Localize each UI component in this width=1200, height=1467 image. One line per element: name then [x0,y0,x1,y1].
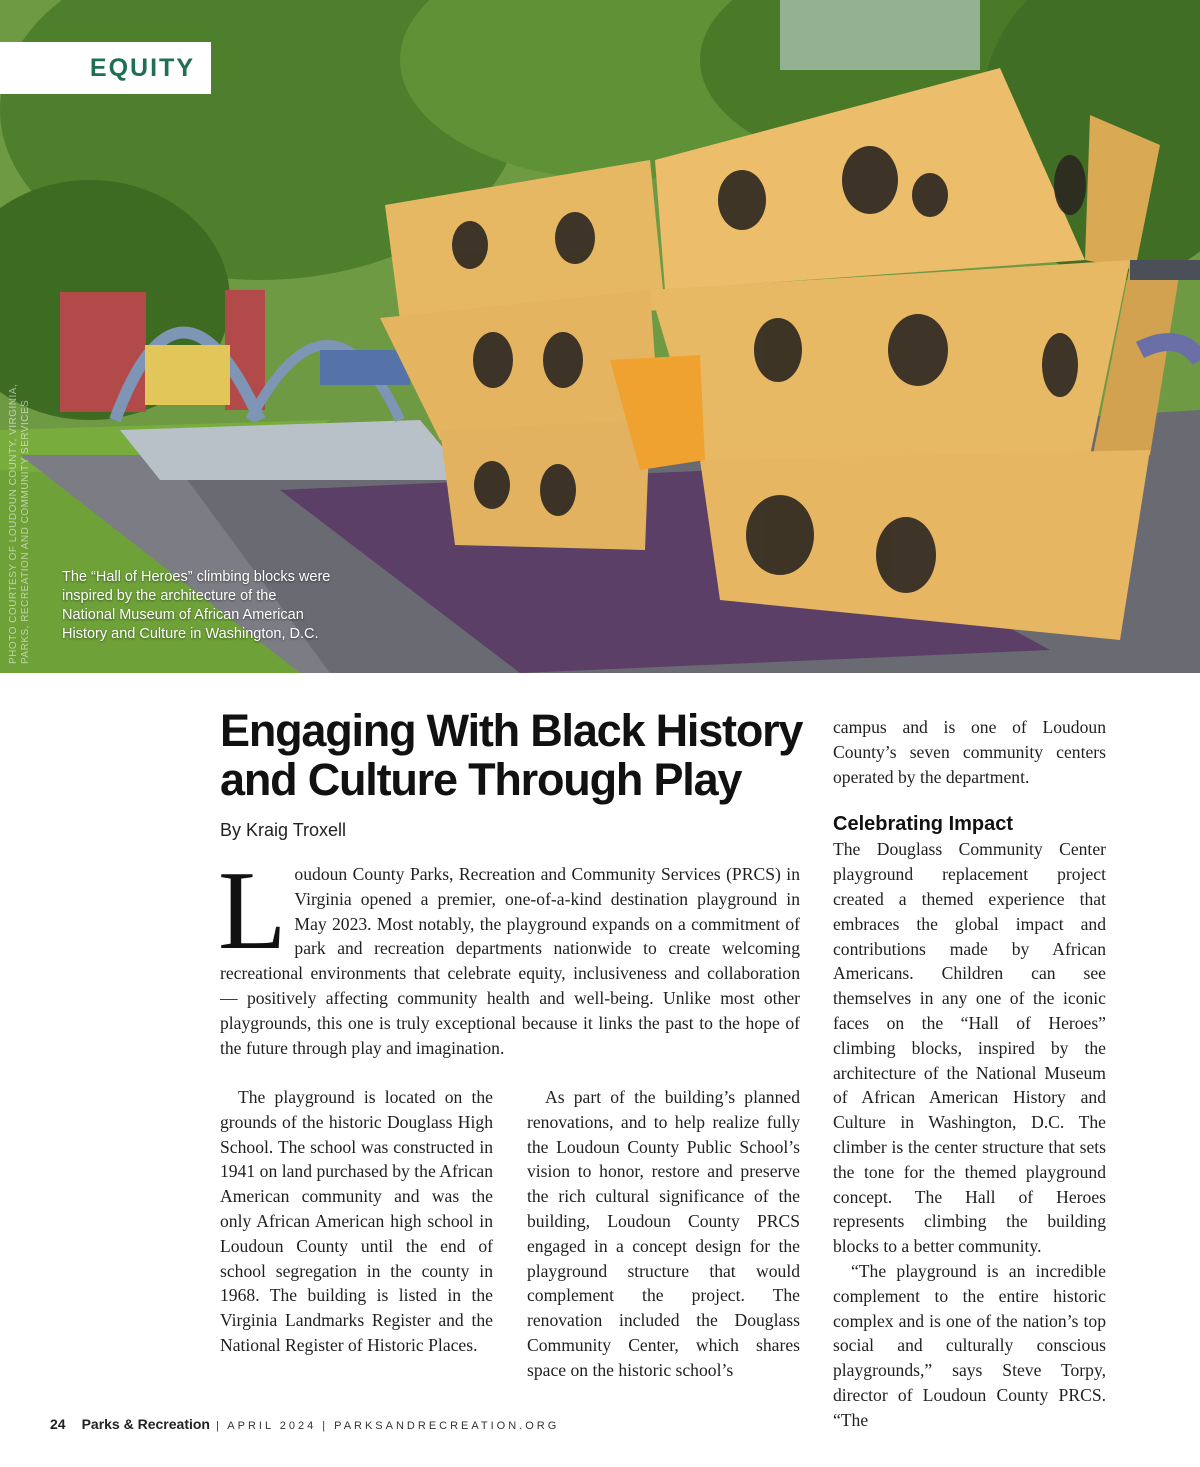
column-3 [833,715,1106,1433]
photo-credit: PHOTO COURTESY OF LOUDOUN COUNTY, VIRGINIA, PARKS, RECREATION AND COMMUNITY SERVICES [8,383,31,664]
photo-caption: The “Hall of Heroes” climbing blocks were inspired by the architecture of the National Museum of African American History and Culture in Washington, D.C. [62,569,331,642]
magazine-name: Parks & Recreation [81,1416,210,1432]
page-footer [50,1416,559,1432]
lead-text: oudoun County Parks, Recreation and Community Services (PRCS) in Virginia opened a premier, one-of-a-kind destination playground in May 2023. Most notably, the playground expands on a commitment of park and recreation departments nationwide to create welcoming recreational environments that celebrate equity, inclusiveness and collaboration — positively affecting community health and well-being. Unlike most other playgrounds, this one is truly exceptional because it links the past to the hope of the future through play and imagination. [220,864,800,1058]
body-paragraph: The playground is located on the grounds of the historic Douglass High School. The school was constructed in 1941 on land purchased by the African American community and was the only African American high school in Loudoun County until the end of school segregation in the county in 1968. The building is listed in the Virginia Landmarks Register and the National Register of Historic Places. [220,1087,493,1355]
body-paragraph: “The playground is an incredible complement to the entire historic complex and is one of the nation’s top social and culturally conscious playgrounds,” says Steve Torpy, director of Loudoun County PRCS. “The [833,1260,1106,1430]
article-byline: By Kraig Troxell [220,820,347,840]
body-paragraph-continued: campus and is one of Loudoun County’s seven community centers operated by the department. [833,717,1106,787]
issue-info: | APRIL 2024 | PARKSANDRECREATION.ORG [215,1420,560,1432]
body-paragraph: The Douglass Community Center playground replacement project created a themed experience that embraces the global impact and contributions made by African Americans. Children can see themselves in any one of the iconic faces on the “Hall of Heroes” climbing blocks, inspired by the architecture of the National Museum of African American History and Culture in Washington, D.C. The climber is the center structure that sets the tone for the themed playground concept. The Hall of Heroes represents climbing the building blocks to a better community. [833,839,1106,1257]
lead-paragraph [218,849,800,1060]
drop-cap: L [218,849,287,973]
body-paragraph: As part of the building’s planned renovations, and to help realize fully the Loudoun County Public School’s vision to honor, restore and preserve the rich cultural significance of the building, Loudoun County PRCS engaged in a concept design for the playground structure that would complement the project. The renovation included the Douglass Community Center, which shares space on the historic school’s [527,1087,800,1380]
article-title: Engaging With Black History and Culture Through Play [220,705,803,805]
column-2 [527,1085,800,1383]
hero-photo [0,0,1200,673]
subheading: Celebrating Impact [833,813,1014,836]
section-label: EQUITY [89,53,195,82]
column-1 [220,1085,493,1358]
page-number: 24 [50,1416,66,1432]
section-tag [0,42,211,94]
